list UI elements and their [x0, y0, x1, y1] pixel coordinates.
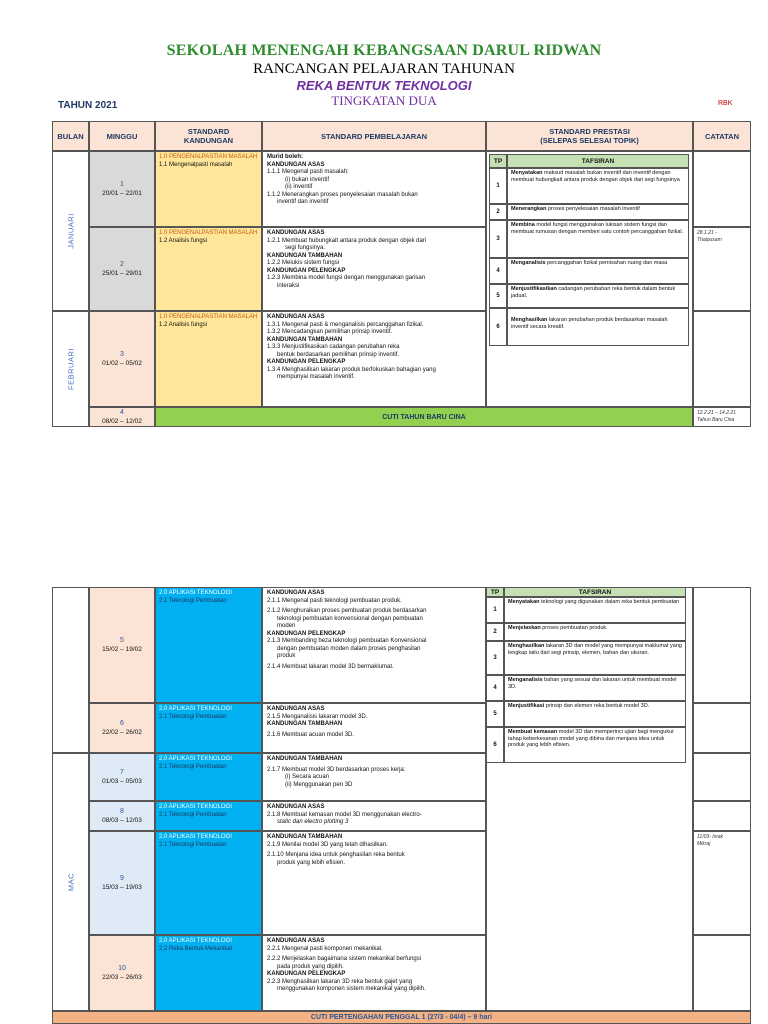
sp-line: static dan electro plotting 3 [277, 819, 349, 825]
week-number: 7 [120, 769, 124, 776]
week-number: 6 [120, 720, 124, 727]
week-3 [89, 311, 155, 407]
week-number: 8 [120, 808, 124, 815]
sp-line: 1.2.2 Melukis sistem fungsi [267, 260, 340, 266]
sk-title: 2.0 APLIKASI TEKNOLOGI [159, 834, 232, 840]
sp-line: 1.3.2 Mencadangkan pemilihan prinsip inventif. [267, 329, 393, 335]
holiday-band-cny: CUTI TAHUN BARU CINA [155, 407, 693, 427]
tp-keyword: Menghasilkan [508, 643, 545, 649]
catatan-date: 11/03- Israk [697, 834, 724, 840]
sk-title: 2.0 APLIKASI TEKNOLOGI [159, 804, 232, 810]
tp-description [504, 641, 686, 675]
tp-keyword: Membuat kemasan [508, 729, 558, 735]
sp-line: bentuk berdasarkan pemilihan prinsip inventif. [277, 351, 400, 358]
sp-heading: KANDUNGAN TAMBAHAN [267, 756, 343, 762]
sk-title: 2.0 APLIKASI TEKNOLOGI [159, 706, 232, 712]
tp-keyword: Menyatakan [508, 599, 540, 605]
week-6 [89, 703, 155, 753]
tp-header: TP [486, 587, 504, 597]
tp-description [507, 258, 689, 284]
sp-line: (i) Secara acuan [285, 774, 330, 780]
sp-heading: KANDUNGAN PELENGKAP [267, 630, 346, 637]
sp-week-3 [262, 311, 486, 407]
sp-heading: KANDUNGAN ASAS [267, 804, 325, 810]
tp-keyword: Menjustifikasi [508, 703, 545, 709]
catatan-week-10 [693, 935, 751, 1011]
sp-week-6 [262, 703, 486, 753]
week-2 [89, 227, 155, 311]
tp-keyword: Menganalisis [508, 677, 543, 683]
sp-line: 2.1.3 Membanding beza teknologi pembuatan Konvensional [267, 638, 427, 644]
tp-text: lakaran perubahan produk berdasarkan masalah inventif secara kreatif. [511, 317, 668, 330]
tp-header: TP [489, 154, 507, 168]
month-februari [52, 311, 89, 427]
sp-line: 2.1.9 Menilai model 3D yang telah dihasilkan. [267, 841, 388, 848]
sp-line: 1.2.3 Membina model fungsi dengan menggunakan garisan [267, 275, 426, 281]
tp-level: 1 [486, 597, 504, 623]
week-date: 15/02 – 19/02 [102, 646, 142, 653]
month-mac [52, 753, 89, 1011]
week-number: 1 [120, 181, 124, 188]
week-number: 2 [120, 261, 124, 268]
sp-line: teknologi pembuatan konvensional dengan pembuatan [277, 615, 423, 622]
sp-line: dengan pembuatan moden dalam proses penghasilan [277, 645, 421, 652]
catatan-date: 28.1.21 - [697, 230, 717, 236]
sp-line: mempunyai masalah inventif. [277, 374, 355, 380]
sp-line: (ii) inventif [285, 184, 313, 190]
sk-week-6 [155, 703, 262, 753]
month-januari-label: JANUARI [66, 213, 75, 249]
sp-line: 2.1.8 Membuat kemasan model 3D menggunakan electro- [267, 811, 422, 818]
week-date: 22/02 – 26/02 [102, 729, 142, 736]
sk-title: 2.0 APLIKASI TEKNOLOGI [159, 590, 232, 596]
sp-line: 2.1.2 Menghuraikan proses pembuatan produk berdasarkan [267, 608, 427, 614]
week-date: 08/03 – 12/03 [102, 817, 142, 824]
tp-description [507, 308, 689, 346]
week-date: 25/01 – 29/01 [102, 270, 142, 277]
sp-line: 1.3.1 Mengenal pasti & menganalisis percanggahan fizikal. [267, 321, 424, 328]
sk-sub: 2.1 Teknologi Pembuatan [159, 597, 227, 604]
tp-text: percanggahan fizikal pemisahan ruang dan masa [545, 260, 668, 266]
sp-heading: KANDUNGAN PELENGKAP [267, 971, 346, 977]
week-date: 15/03 – 19/03 [102, 884, 142, 891]
tp-level: 4 [486, 675, 504, 701]
sk-week-10 [155, 935, 262, 1011]
month-februari-2 [52, 587, 89, 753]
tp-level: 3 [486, 641, 504, 675]
tp-text: proses penyelesaian masalah inventif [546, 206, 640, 212]
sk-sub: 2.2 Reka Bentuk Mekanikal [159, 945, 233, 952]
catatan-week-7 [693, 753, 751, 801]
tp-level: 2 [489, 204, 507, 220]
sp-week-2 [262, 227, 486, 311]
sk-title: 1.0 PENGENALPASTIAN MASALAH [159, 314, 258, 320]
sp-week-9 [262, 831, 486, 935]
sp-heading: KANDUNGAN ASAS [267, 590, 325, 596]
tp-description [504, 727, 686, 763]
tp-level: 2 [486, 623, 504, 641]
sk-week-2 [155, 227, 262, 311]
sp-line: pada produk yang dipilih. [277, 963, 344, 970]
week-date: 01/02 – 05/02 [102, 360, 142, 367]
sp-heading: KANDUNGAN PELENGKAP [267, 359, 346, 365]
school-name: SEKOLAH MENENGAH KEBANGSAAN DARUL RIDWAN [166, 42, 602, 59]
tp-keyword: Menerangkan [511, 206, 547, 212]
sp-line: produk [277, 653, 296, 659]
month-januari [52, 151, 89, 311]
tp-level: 3 [489, 220, 507, 258]
sp-line: moden [277, 623, 296, 629]
col-standard-prestasi-title: STANDARD PRESTASI [549, 127, 630, 136]
tp-level: 6 [489, 308, 507, 346]
catatan-week-3 [693, 311, 751, 407]
tp-description [504, 597, 686, 623]
tp-description [507, 204, 689, 220]
tp-text: teknologi yang digunakan dalam reka bentuk pembuatan [539, 599, 680, 605]
sk-week-1 [155, 151, 262, 227]
tp-text: model 3D dan memperinci ujian bagi mengukur tahap keberkesanan model yang dibina dan menjana idea untuk produk yang lebih efisien. [508, 729, 675, 748]
subject-code: RBK [718, 100, 733, 107]
sp-line: 2.1.5 Menganalisis lakaran model 3D. [267, 713, 368, 720]
sp-heading: KANDUNGAN TAMBAHAN [267, 834, 343, 840]
tp-description [504, 675, 686, 701]
sp-week-5 [262, 587, 486, 703]
tp-text: model fungsi menggunakan lukisan sistem fungsi dan membuat rumusan dengan memberi satu contoh percanggahan fizikal. [511, 222, 684, 235]
catatan-week-6 [693, 703, 751, 753]
week-8 [89, 801, 155, 831]
col-standard-prestasi [486, 121, 693, 151]
week-number: 4 [120, 409, 124, 416]
sp-heading: KANDUNGAN ASAS [267, 706, 325, 712]
sk-sub: 2.1 Teknologi Pembuatan [159, 713, 227, 720]
sp-heading: KANDUNGAN ASAS [267, 938, 325, 944]
tp-keyword: Membina [511, 222, 535, 228]
sp-line: 2.2.3 Menghasilkan lakaran 3D reka bentuk gajet yang [267, 978, 413, 985]
tp-keyword: Menyatakan [511, 170, 543, 176]
catatan-week-2 [693, 227, 751, 311]
tp-description [504, 701, 686, 727]
catatan-week-4 [693, 407, 751, 427]
tp-keyword: Menjustifikasikan [511, 286, 557, 292]
plan-title: RANCANGAN PELAJARAN TAHUNAN [253, 61, 515, 77]
sp-line: 1.1.2 Menerangkan proses penyelesaian masalah bukan [267, 191, 418, 198]
catatan-text: Tahun Baru Cina [697, 417, 735, 423]
tp-description [504, 623, 686, 641]
week-1 [89, 151, 155, 227]
sp-line: 1.3.3 Menjustifikasikan cadangan perubahan reka [267, 344, 400, 350]
form-title: TINGKATAN DUA [331, 93, 437, 108]
sk-title: 1.0 PENGENALPASTIAN MASALAH [159, 154, 258, 160]
col-minggu: MINGGU [89, 121, 155, 151]
tp-text: cadangan perubahan reka bentuk dalam bentuk jadual. [511, 286, 676, 299]
sp-heading: KANDUNGAN TAMBAHAN [267, 721, 343, 727]
col-standard-pembelajaran: STANDARD PEMBELAJARAN [262, 121, 486, 151]
tp-description [507, 168, 689, 204]
sp-heading: KANDUNGAN ASAS [267, 314, 325, 320]
sk-title: 1.0 PENGENALPASTIAN MASALAH [159, 230, 258, 236]
sk-week-5 [155, 587, 262, 703]
col-standard-prestasi-sub: (SELEPAS SELESAI TOPIK) [540, 136, 639, 145]
week-number: 9 [120, 875, 124, 882]
catatan-week-8 [693, 801, 751, 831]
year-label: TAHUN 2021 [58, 100, 118, 111]
sp-heading: KANDUNGAN ASAS [267, 161, 325, 168]
sp-heading: KANDUNGAN TAMBAHAN [267, 252, 343, 259]
catatan-week-9 [693, 831, 751, 935]
sp-heading: KANDUNGAN PELENGKAP [267, 267, 346, 274]
sp-line: 2.1.7 Membuat model 3D berdasarkan proses kerja: [267, 766, 406, 773]
tp-keyword: Menjelaskan [508, 625, 541, 631]
sk-sub: 2.1 Teknologi Pembuatan [159, 763, 227, 770]
week-date: 01/03 – 05/03 [102, 778, 142, 785]
catatan-week-1 [693, 151, 751, 227]
sk-week-7 [155, 753, 262, 801]
tp-text: lakaran 3D dan model yang mempunyai maklumat yang lengkap iaitu dari segi prinsip, elemen, bahan dan ukuran. [508, 643, 682, 656]
sk-week-9 [155, 831, 262, 935]
sp-line: 2.1.4 Membuat lakaran model 3D bermaklumat. [267, 663, 394, 670]
week-10 [89, 935, 155, 1011]
week-date: 20/01 – 22/01 [102, 190, 142, 197]
week-number: 3 [120, 351, 124, 358]
col-catatan: CATATAN [693, 121, 751, 151]
catatan-text: Mikraj [697, 841, 711, 847]
sp-line: segi fungsinya. [285, 245, 326, 251]
sp-line: (ii) Menggunakan pen 3D [285, 781, 353, 788]
sp-line: Murid boleh: [267, 154, 303, 160]
month-februari-label: FEBRUARI [66, 348, 75, 390]
sk-sub: 2.1 Teknologi Pembuatan [159, 841, 227, 848]
tp-level: 5 [489, 284, 507, 308]
sp-line: (i) bukan inventif [285, 176, 330, 183]
sp-line: inventif dan inventif [277, 199, 329, 205]
col-bulan: BULAN [52, 121, 89, 151]
sp-week-7 [262, 753, 486, 801]
sp-line: 2.2.1 Mengenal pasti komponen mekanikal. [267, 945, 383, 952]
tp-text: proses pembuatan produk. [540, 625, 608, 631]
week-5 [89, 587, 155, 703]
sp-line: 1.3.4 Menghasilkan lakaran produk berfokuskan bahagian yang [267, 366, 436, 373]
sk-sub: 1.2 Analisis fungsi [159, 237, 208, 244]
sp-line: produk yang lebih efisien. [277, 859, 346, 866]
sp-week-8 [262, 801, 486, 831]
holiday-band-midterm: CUTI PERTENGAHAN PENGGAL 1 (27/3 - 04/4) – 9 hari [52, 1011, 751, 1024]
catatan-week-5 [693, 587, 751, 703]
catatan-date: 12.2.21 – 14.2.21 [697, 410, 736, 416]
tp-text: bahan yang sesuai dan lakaran untuk membuat model 3D. [508, 677, 677, 690]
sk-sub: 2.1 Teknologi Pembuatan [159, 811, 227, 818]
week-9 [89, 831, 155, 935]
sp-line: menggunakan komponen sistem mekanikal yang dipilih. [277, 986, 426, 992]
tafsiran-header: TAFSIRAN [507, 154, 689, 168]
sp-line: interaksi [277, 282, 300, 289]
tafsiran-header: TAFSIRAN [504, 587, 686, 597]
sp-line: 2.2.2 Menjelaskan bagaimana sistem mekanikal berfungsi [267, 956, 422, 962]
tp-text: maksud masalah bukan inventif dan inventif dengan membuat hubungkait antara produk dengan objek dari segi fungsinya [511, 170, 680, 183]
sp-week-10 [262, 935, 486, 1011]
sp-line: 2.1.1 Mengenal pasti teknologi pembuatan produk. [267, 597, 402, 604]
sk-week-8 [155, 801, 262, 831]
sp-line: 2.1.10 Menjana idea untuk penghasilan reka bentuk [267, 852, 405, 858]
sp-heading: KANDUNGAN TAMBAHAN [267, 336, 343, 343]
sp-heading: KANDUNGAN ASAS [267, 230, 325, 236]
tp-level: 1 [489, 168, 507, 204]
tp-text: prinsip dan elemen reka bentuk model 3D. [544, 703, 650, 709]
sk-sub: 1.2 Analisis fungsi [159, 321, 208, 328]
tp-description [507, 220, 689, 258]
sk-title: 2.0 APLIKASI TEKNOLOGI [159, 938, 232, 944]
month-mac-label: MAC [66, 872, 75, 892]
sk-title: 2.0 APLIKASI TEKNOLOGI [159, 756, 232, 762]
week-number: 10 [118, 965, 126, 972]
tp-keyword: Menghasilkan [511, 317, 548, 323]
sk-week-3 [155, 311, 262, 407]
sp-week-1 [262, 151, 486, 227]
week-date: 22/03 – 26/03 [102, 974, 142, 981]
subject-title: REKA BENTUK TEKNOLOGI [296, 78, 472, 93]
tp-level: 5 [486, 701, 504, 727]
sk-sub: 1.1 Mengenalpasti masalah [159, 161, 233, 168]
col-standard-kandungan: STANDARD KANDUNGAN [155, 121, 262, 151]
tp-level: 6 [486, 727, 504, 763]
tp-level: 4 [489, 258, 507, 284]
week-4 [89, 407, 155, 427]
sp-line: 1.1.1 Mengenal pasti masalah: [267, 169, 349, 175]
week-number: 5 [120, 637, 124, 644]
tp-description [507, 284, 689, 308]
catatan-text: Thaipusam [697, 237, 722, 243]
week-7 [89, 753, 155, 801]
sp-line: 1.2.1 Membuat hubungkait antara produk dengan objek dari [267, 237, 427, 244]
tp-keyword: Menganalisis [511, 260, 546, 266]
sp-line: 2.1.6 Membuat acuan model 3D. [267, 731, 355, 738]
week-date: 08/02 – 12/02 [102, 418, 142, 425]
